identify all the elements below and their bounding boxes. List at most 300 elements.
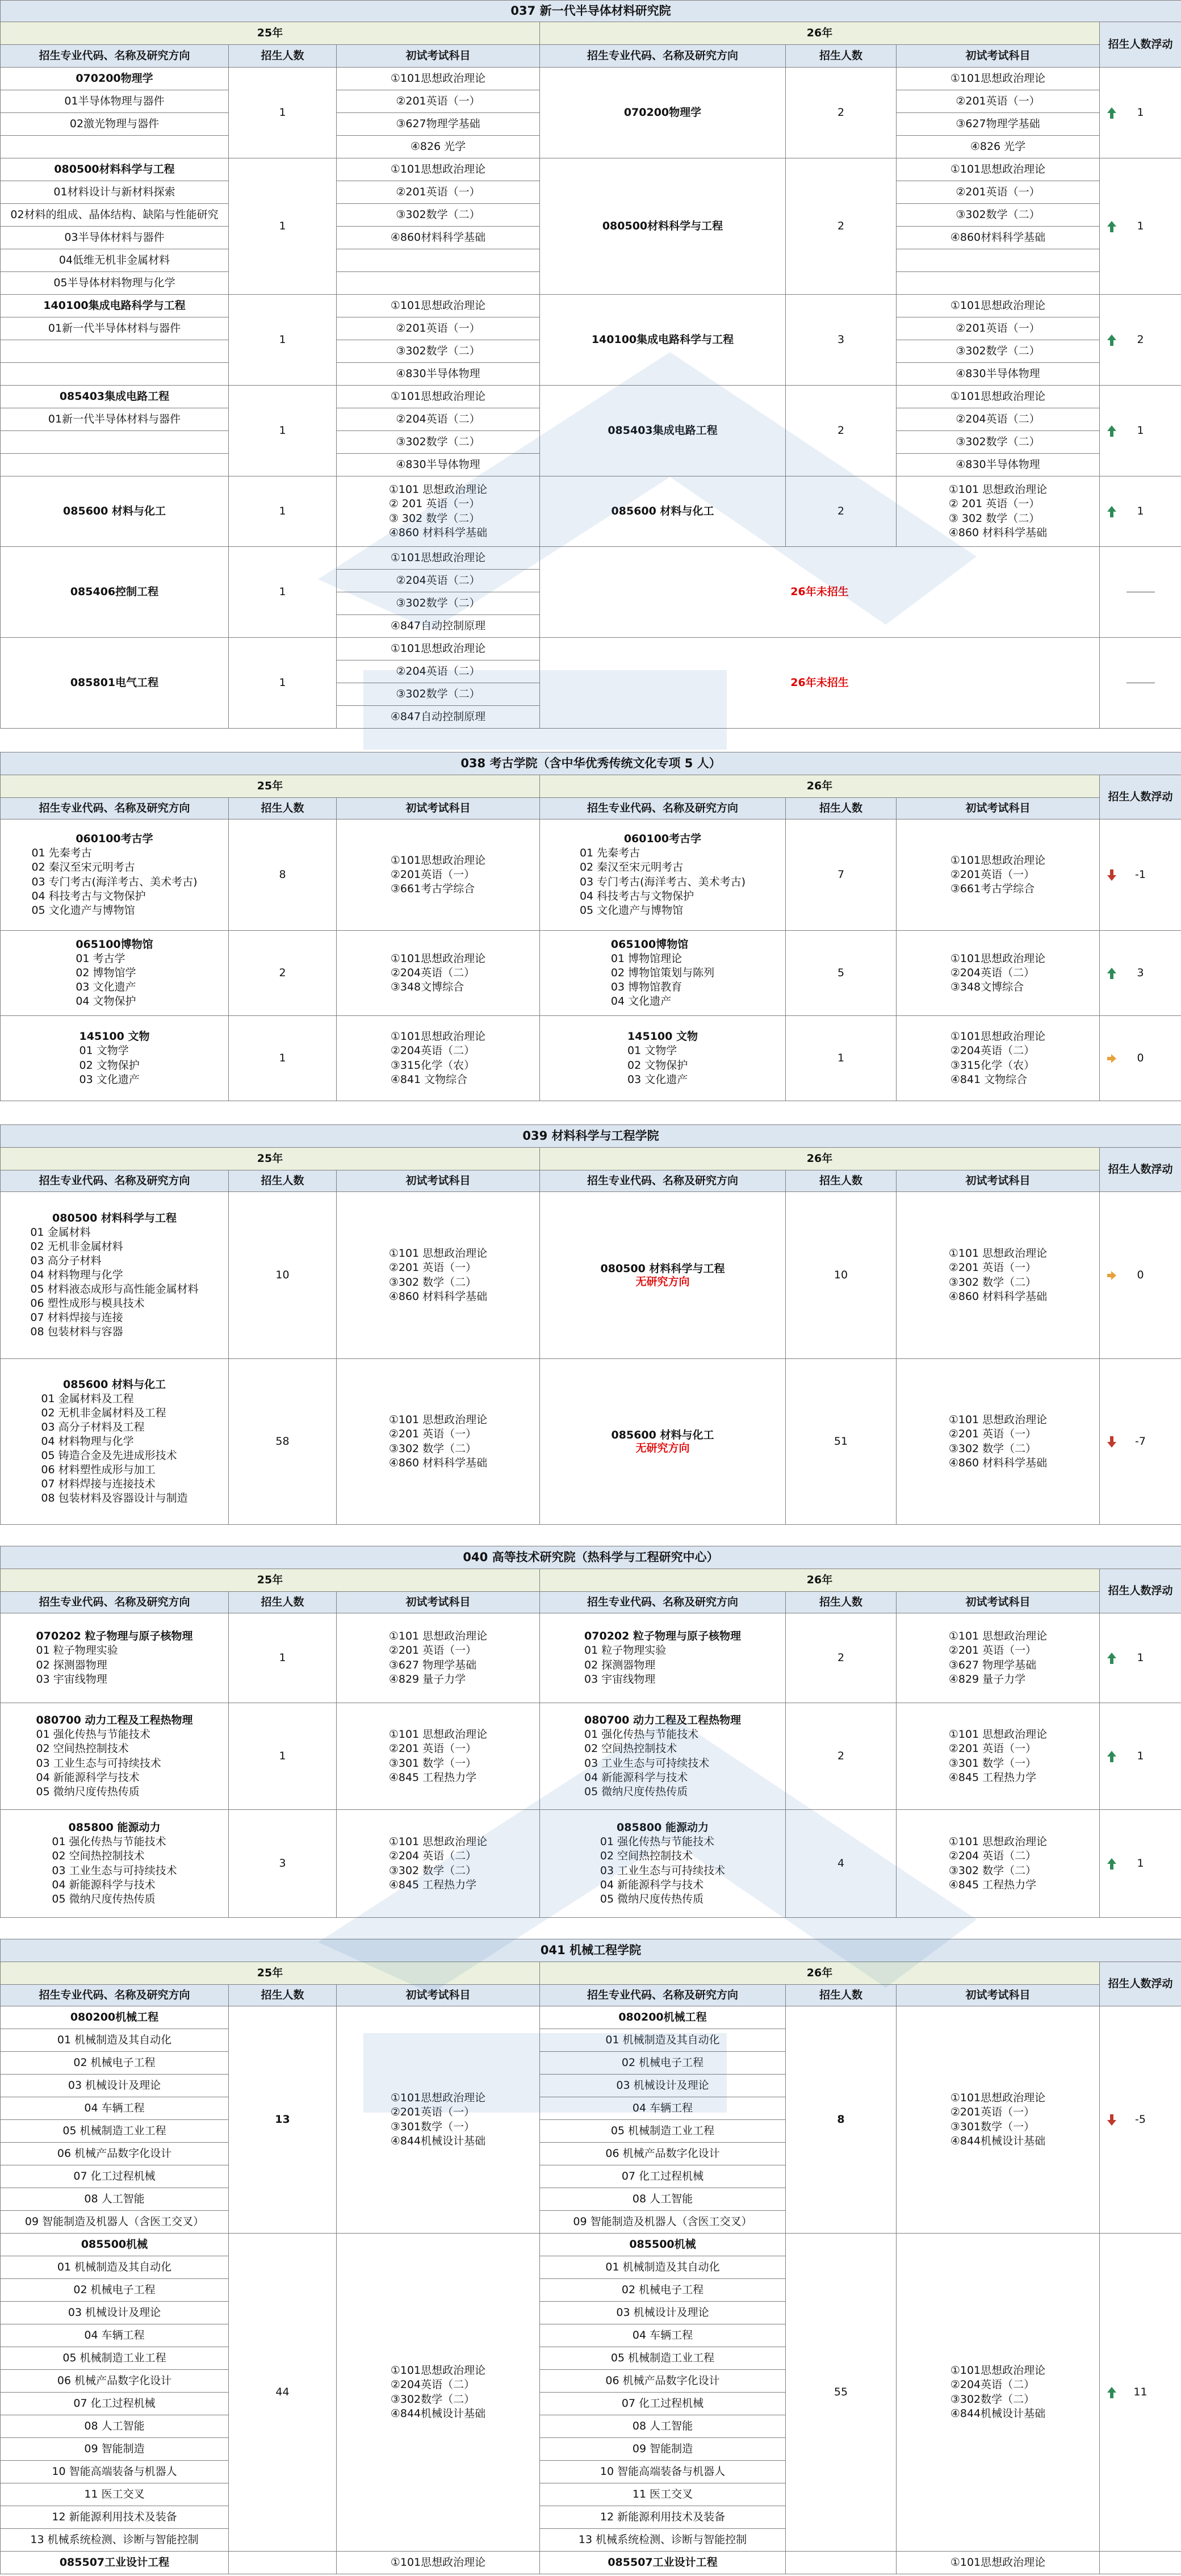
col-count-26: 招生人数	[786, 1592, 897, 1613]
subjects-cell	[897, 1192, 1100, 1359]
direction: 04 文物保护	[76, 995, 136, 1008]
subject: ②204英语（二）	[950, 966, 1035, 979]
count-26: 4	[786, 1810, 897, 1918]
subject: ③302数学（二）	[337, 431, 540, 454]
direction: 02 无机非金属材料	[30, 1240, 123, 1253]
subject: ③302 数学（二）	[388, 1864, 477, 1877]
direction-26: 01 机械制造及其自动化	[540, 2256, 786, 2279]
major-block	[52, 1821, 177, 1906]
direction-26: 10 智能高端装备与机器人	[540, 2461, 786, 2483]
direction: 02 空间热控制技术	[600, 1850, 693, 1863]
subject: ③301 数学（一）	[388, 1757, 477, 1770]
up-arrow-icon	[1107, 1750, 1117, 1763]
direction: 01 博物馆理论	[610, 952, 682, 965]
subject: ③627 物理学基础	[388, 1658, 477, 1671]
subjects-cell	[337, 1192, 540, 1359]
float-cell	[1100, 68, 1181, 158]
direction: 07 材料焊接与连接技术	[41, 1478, 156, 1491]
year-26: 26年	[540, 22, 1100, 45]
direction: 02 空间热控制技术	[584, 1742, 677, 1755]
major-name: 145100 文物	[79, 1030, 150, 1043]
direction: 03 宇宙线物理	[584, 1672, 656, 1686]
float-value: 1	[1137, 106, 1144, 119]
count-25: 1	[229, 158, 337, 295]
major-name-26: 080500材料科学与工程	[540, 158, 786, 295]
direction: 01 粒子物理实验	[584, 1644, 667, 1657]
direction-empty	[1, 340, 229, 363]
subject: ④847自动控制原理	[337, 706, 540, 729]
subjects-cell	[897, 1703, 1100, 1810]
float-cell	[1100, 819, 1181, 931]
subject: ②201 英语（一）	[388, 1428, 477, 1441]
major-block	[600, 1821, 725, 1906]
col-count-25: 招生人数	[229, 798, 337, 819]
count-26: 2	[786, 1703, 897, 1810]
float-cell-empty	[1100, 2552, 1181, 2574]
col-subjects-25: 初试考试科目	[337, 1985, 540, 2006]
subject: ②201英语（一）	[950, 2106, 1035, 2119]
major-cell	[1, 1192, 229, 1359]
subject-list	[389, 1247, 487, 1303]
major-name-26: 085507工业设计工程	[540, 2552, 786, 2574]
direction: 05 铸造合金及先进成形技术	[41, 1449, 177, 1462]
float-cell	[1100, 1613, 1181, 1703]
direction-26: 02 机械电子工程	[540, 2052, 786, 2075]
count-25: 1	[229, 1016, 337, 1101]
subject-list	[389, 1413, 487, 1470]
major-name-26: 085403集成电路工程	[540, 386, 786, 476]
direction: 03 专门考古(海洋考古、美术考古)	[579, 875, 746, 888]
direction: 05 文化遗产与博物馆	[31, 904, 135, 917]
subject: ①101思想政治理论	[897, 68, 1100, 90]
direction: 03 文化遗产	[79, 1073, 140, 1086]
float-header: 招生人数浮动	[1100, 1962, 1181, 2006]
subject: ①101 思想政治理论	[948, 483, 1048, 496]
float-header: 招生人数浮动	[1100, 775, 1181, 819]
direction: 04 新能源科学与技术	[584, 1771, 688, 1784]
direction: 01材料设计与新材料探索	[1, 181, 229, 204]
section-title: 038 考古学院（含中华优秀传统文化专项 5 人）	[1, 752, 1181, 775]
subject: ①101思想政治理论	[950, 2364, 1046, 2377]
subject: ② 201 英语（一）	[388, 497, 480, 511]
count-25: 2	[229, 931, 337, 1016]
not-enrolled-label: 26年未招生	[540, 638, 1100, 729]
direction-26: 08 人工智能	[540, 2188, 786, 2211]
subjects-cell	[897, 931, 1100, 1016]
subject: ④860 材料科学基础	[388, 1456, 488, 1469]
direction: 01 强化传热与节能技术	[36, 1728, 150, 1741]
float-cell	[1100, 1703, 1181, 1810]
direction: 04 科技考古与文物保护	[31, 889, 146, 902]
count-25: 1	[229, 547, 337, 638]
subject: ①101 思想政治理论	[388, 483, 488, 496]
major-name: 085600 材料与化工	[63, 1378, 166, 1391]
direction: 08 人工智能	[1, 2188, 229, 2211]
subject: ③302数学（二）	[897, 204, 1100, 227]
major-cell-26	[540, 1016, 786, 1101]
subject: ②201 英语（一）	[388, 1261, 477, 1274]
subject: ③627 物理学基础	[948, 1658, 1037, 1671]
count-26: 7	[786, 819, 897, 931]
count-26: 10	[786, 1192, 897, 1359]
subject-list	[389, 1835, 487, 1892]
major-block	[584, 1629, 741, 1686]
subject: ②204英语（二）	[390, 2378, 475, 2391]
major-name: 080700 动力工程及工程热物理	[584, 1714, 741, 1727]
subjects-cell	[897, 476, 1100, 547]
major-cell	[1, 1613, 229, 1703]
direction: 06 机械产品数字化设计	[1, 2370, 229, 2393]
direction: 06 材料塑性成形与加工	[41, 1463, 156, 1477]
direction: 07 化工过程机械	[1, 2165, 229, 2188]
direction: 03半导体材料与器件	[1, 227, 229, 249]
down-arrow-icon	[1107, 868, 1117, 882]
col-count-25: 招生人数	[229, 1592, 337, 1613]
direction-26: 12 新能源利用技术及装备	[540, 2506, 786, 2529]
direction: 04 科技考古与文物保护	[579, 889, 694, 902]
subject: ①101思想政治理论	[390, 2092, 486, 2105]
major-name: 060100考古学	[623, 833, 702, 846]
direction: 03 博物馆教育	[610, 981, 682, 994]
col-count-25: 招生人数	[229, 1170, 337, 1192]
count-26: 1	[786, 1016, 897, 1101]
col-name-26: 招生专业代码、名称及研究方向	[540, 1170, 786, 1192]
year-26: 26年	[540, 1569, 1100, 1592]
direction: 04 新能源科学与技术	[600, 1878, 704, 1891]
subject-list	[949, 1629, 1047, 1686]
col-count-26: 招生人数	[786, 45, 897, 68]
subject: ③302 数学（二）	[948, 1442, 1037, 1455]
direction-empty	[1, 431, 229, 454]
float-cell	[1100, 638, 1181, 729]
subject: ①101思想政治理论	[897, 158, 1100, 181]
up-arrow-icon	[1107, 1651, 1117, 1665]
direction: 01 机械制造及其自动化	[1, 2256, 229, 2279]
section-title: 037 新一代半导体材料研究院	[1, 1, 1181, 22]
subject: ④860 材料科学基础	[948, 1456, 1048, 1469]
subject: ④847自动控制原理	[337, 615, 540, 638]
direction: 06 机械产品数字化设计	[1, 2143, 229, 2165]
subject-list	[949, 1247, 1047, 1303]
subject: ①101 思想政治理论	[388, 1414, 488, 1427]
direction: 01新一代半导体材料与器件	[1, 317, 229, 340]
subject: ①101思想政治理论	[337, 68, 540, 90]
direction: 09 智能制造及机器人（含医工交叉）	[1, 2211, 229, 2234]
subject: ①101思想政治理论	[897, 386, 1100, 408]
section-title: 041 机械工程学院	[1, 1939, 1181, 1962]
direction: 02 文物保护	[627, 1059, 688, 1072]
subjects-cell	[337, 1016, 540, 1101]
direction: 05 微纳尺度传热传质	[36, 1785, 140, 1798]
float-cell	[1100, 1192, 1181, 1359]
direction-26: 04 车辆工程	[540, 2097, 786, 2120]
subjects-cell	[897, 1016, 1100, 1101]
col-count-25: 招生人数	[229, 45, 337, 68]
direction: 04 材料物理与化学	[41, 1435, 134, 1448]
subject: ④829 量子力学	[388, 1672, 466, 1686]
direction: 01 金属材料及工程	[41, 1392, 134, 1405]
subject-list	[950, 952, 1045, 994]
major-name: 085403集成电路工程	[1, 386, 229, 408]
year-26: 26年	[540, 1962, 1100, 1985]
float-value: -5	[1135, 2113, 1146, 2126]
subject: ④844机械设计基础	[390, 2134, 486, 2147]
subject: ④826 光学	[337, 136, 540, 158]
subject: ①101思想政治理论	[337, 295, 540, 317]
col-subjects-26: 初试考试科目	[897, 1985, 1100, 2006]
direction-26: 09 智能制造及机器人（含医工交叉）	[540, 2211, 786, 2234]
direction: 02 空间热控制技术	[52, 1850, 145, 1863]
col-name-25: 招生专业代码、名称及研究方向	[1, 45, 229, 68]
section-041	[0, 1939, 1181, 2574]
major-cell	[1, 1810, 229, 1918]
subject: ①101思想政治理论	[390, 1030, 486, 1043]
direction: 03 文化遗产	[76, 981, 136, 994]
subject: ④844机械设计基础	[950, 2407, 1046, 2420]
up-arrow-icon	[1107, 967, 1117, 980]
section-039	[0, 1124, 1181, 1525]
subject: ③302 数学（二）	[948, 1276, 1037, 1289]
direction-empty	[1, 363, 229, 386]
direction: 05 微纳尺度传热传质	[600, 1892, 704, 1905]
direction: 01 强化传热与节能技术	[52, 1835, 166, 1849]
direction: 03 机械设计及理论	[1, 2302, 229, 2324]
table-037	[0, 0, 1181, 729]
subject: ③ 302 数学（二）	[948, 512, 1040, 525]
subject-list	[391, 952, 485, 994]
major-block	[79, 1030, 150, 1086]
subjects-cell	[897, 2234, 1100, 2552]
major-cell	[1, 819, 229, 931]
direction: 02 机械电子工程	[1, 2052, 229, 2075]
direction: 05 文化遗产与博物馆	[579, 904, 684, 917]
col-subjects-25: 初试考试科目	[337, 1592, 540, 1613]
direction-26: 03 机械设计及理论	[540, 2075, 786, 2097]
subject: ④841 文物综合	[950, 1073, 1028, 1086]
flat-arrow-icon	[1107, 1052, 1117, 1065]
subject: ③302数学（二）	[897, 431, 1100, 454]
float-value: 2	[1137, 333, 1144, 346]
direction-26: 13 机械系统检测、诊断与智能控制	[540, 2529, 786, 2552]
float-cell	[1100, 547, 1181, 638]
subject-empty	[897, 272, 1100, 295]
subjects-cell	[337, 1810, 540, 1918]
direction: 02 探测器物理	[584, 1658, 656, 1671]
subjects-cell	[337, 2234, 540, 2552]
float-value: 0	[1137, 1269, 1144, 1282]
subject-list	[949, 1835, 1047, 1892]
subject: ①101 思想政治理论	[388, 1835, 488, 1849]
direction-26: 02 机械电子工程	[540, 2279, 786, 2302]
not-enrolled-label: 26年未招生	[540, 547, 1100, 638]
section-040	[0, 1546, 1181, 1918]
count-25: 1	[229, 295, 337, 386]
direction: 11 医工交叉	[1, 2483, 229, 2506]
year-25: 25年	[1, 1569, 540, 1592]
subject: ④860 材料科学基础	[948, 526, 1048, 539]
major-block	[36, 1713, 193, 1799]
subject-list	[391, 2091, 485, 2148]
up-arrow-icon	[1107, 505, 1117, 518]
direction-26: 04 车辆工程	[540, 2324, 786, 2347]
subject: ③348文博综合	[950, 981, 1024, 994]
count-25: 1	[229, 1703, 337, 1810]
table-039	[0, 1124, 1181, 1525]
subject: ④845 工程热力学	[388, 1878, 477, 1891]
direction: 03 工业生态与可持续技术	[52, 1864, 177, 1877]
direction: 03 专门考古(海洋考古、美术考古)	[31, 875, 198, 888]
direction: 05 材料液态成形与高性能金属材料	[30, 1283, 199, 1296]
direction-26: 01 机械制造及其自动化	[540, 2029, 786, 2052]
count-26: 5	[786, 931, 897, 1016]
direction: 03 机械设计及理论	[1, 2075, 229, 2097]
major-block	[584, 1713, 741, 1799]
subject: ④860 材料科学基础	[388, 526, 488, 539]
subjects-cell	[337, 2006, 540, 2234]
count-26: 2	[786, 68, 897, 158]
direction: 03 高分子材料及工程	[41, 1420, 145, 1433]
major-name: 085600 材料与化工	[1, 476, 229, 547]
major-name: 140100集成电路科学与工程	[1, 295, 229, 317]
section-title: 040 高等技术研究院（热科学与工程研究中心）	[1, 1546, 1181, 1569]
subject: ①101思想政治理论	[337, 158, 540, 181]
subject: ④829 量子力学	[948, 1672, 1026, 1686]
direction: 02 博物馆策划与陈列	[610, 966, 715, 979]
direction: 02 秦汉至宋元明考古	[579, 861, 684, 874]
direction: 05半导体材料物理与化学	[1, 272, 229, 295]
direction: 04低维无机非金属材料	[1, 249, 229, 272]
direction: 03 工业生态与可持续技术	[584, 1757, 710, 1770]
subject: ①101 思想政治理论	[948, 1835, 1048, 1849]
major-name: 085600 材料与化工	[611, 1428, 714, 1441]
subject: ②201英语（一）	[897, 181, 1100, 204]
year-25: 25年	[1, 1148, 540, 1170]
subject: ④860 材料科学基础	[948, 1290, 1048, 1303]
major-name: 070202 粒子物理与原子核物理	[36, 1630, 193, 1643]
count-26: 8	[786, 2006, 897, 2234]
direction: 05 微纳尺度传热传质	[584, 1785, 688, 1798]
count-26: 2	[786, 158, 897, 295]
subject: ②201 英语（一）	[948, 1742, 1037, 1755]
subject-list	[389, 1629, 487, 1686]
direction-empty	[1, 454, 229, 476]
float-value: -7	[1135, 1435, 1146, 1448]
subject: ④830半导体物理	[897, 363, 1100, 386]
count-25: 3	[229, 1810, 337, 1918]
direction: 01 文物学	[79, 1044, 129, 1057]
direction: 02 秦汉至宋元明考古	[31, 861, 135, 874]
subject-list	[389, 483, 487, 540]
subject-list	[949, 1728, 1047, 1784]
subjects-cell	[337, 1703, 540, 1810]
direction: 04 车辆工程	[1, 2097, 229, 2120]
down-arrow-icon	[1107, 1435, 1117, 1449]
subject: ①101 思想政治理论	[948, 1728, 1048, 1741]
direction: 04 文化遗产	[610, 995, 672, 1008]
major-name: 085800 能源动力	[68, 1821, 161, 1834]
direction: 01 先秦考古	[31, 847, 92, 860]
subject: ③301 数学（一）	[948, 1757, 1037, 1770]
subject: ③302数学（二）	[337, 204, 540, 227]
subject: ①101思想政治理论	[337, 2552, 540, 2574]
major-name: 065100博物馆	[610, 938, 689, 951]
direction-26: 08 人工智能	[540, 2415, 786, 2438]
subject: ②201英语（一）	[337, 90, 540, 113]
table-040	[0, 1546, 1181, 1918]
major-cell-26	[540, 819, 786, 931]
float-cell	[1100, 158, 1181, 295]
direction: 01 强化传热与节能技术	[600, 1835, 715, 1849]
major-block	[31, 832, 197, 917]
subject: ③302数学（二）	[950, 2393, 1035, 2406]
subject: ③302 数学（二）	[948, 1864, 1037, 1877]
subject: ③302数学（二）	[337, 592, 540, 615]
subject: ③302数学（二）	[897, 340, 1100, 363]
subject: ④860 材料科学基础	[388, 1290, 488, 1303]
subject: ②201英语（一）	[390, 2106, 475, 2119]
direction-26: 05 机械制造工业工程	[540, 2347, 786, 2370]
major-cell	[1, 1016, 229, 1101]
subject: ④830半导体物理	[337, 363, 540, 386]
direction: 02 探测器物理	[36, 1658, 107, 1671]
subject: ①101思想政治理论	[337, 547, 540, 570]
float-cell	[1100, 476, 1181, 547]
float-header: 招生人数浮动	[1100, 1569, 1181, 1613]
subject: ④844机械设计基础	[390, 2407, 486, 2420]
subject: ③302数学（二）	[337, 683, 540, 706]
col-name-26: 招生专业代码、名称及研究方向	[540, 1985, 786, 2006]
major-block	[41, 1378, 187, 1506]
subject: ③302 数学（二）	[388, 1442, 477, 1455]
major-block	[627, 1030, 698, 1086]
year-26: 26年	[540, 775, 1100, 798]
direction: 02 博物馆学	[76, 966, 136, 979]
major-name: 060100考古学	[76, 833, 153, 846]
count-26: 51	[786, 1359, 897, 1525]
direction: 03 工业生态与可持续技术	[600, 1864, 726, 1877]
table-041	[0, 1939, 1181, 2574]
float-header: 招生人数浮动	[1100, 1148, 1181, 1192]
subjects-cell	[897, 1613, 1100, 1703]
subject: ②204英语（二）	[390, 1044, 475, 1057]
subject: ①101 思想政治理论	[388, 1630, 488, 1643]
major-name: 085801电气工程	[1, 638, 229, 729]
float-value: 1	[1137, 424, 1144, 437]
float-cell	[1100, 1359, 1181, 1525]
subject: ①101思想政治理论	[897, 295, 1100, 317]
direction: 02 文物保护	[79, 1059, 140, 1072]
subject: ②204英语（二）	[897, 408, 1100, 431]
float-value: 1	[1137, 1651, 1144, 1665]
direction: 01 强化传热与节能技术	[584, 1728, 699, 1741]
direction: 04 新能源科学与技术	[52, 1878, 156, 1891]
direction: 02材料的组成、晶体结构、缺陷与性能研究	[1, 204, 229, 227]
direction: 10 智能高端装备与机器人	[1, 2461, 229, 2483]
direction-26: 06 机械产品数字化设计	[540, 2370, 786, 2393]
col-subjects-26: 初试考试科目	[897, 45, 1100, 68]
subject: ② 201 英语（一）	[948, 497, 1040, 511]
subject: ④830半导体物理	[337, 454, 540, 476]
direction-26: 06 机械产品数字化设计	[540, 2143, 786, 2165]
subject: ③302数学（二）	[390, 2393, 475, 2406]
subject: ①101思想政治理论	[950, 1030, 1046, 1043]
direction: 02 机械电子工程	[1, 2279, 229, 2302]
subject: ①101思想政治理论	[337, 638, 540, 660]
float-cell	[1100, 931, 1181, 1016]
count-25-empty	[229, 2552, 337, 2574]
subject: ①101思想政治理论	[390, 952, 486, 965]
col-subjects-25: 初试考试科目	[337, 798, 540, 819]
